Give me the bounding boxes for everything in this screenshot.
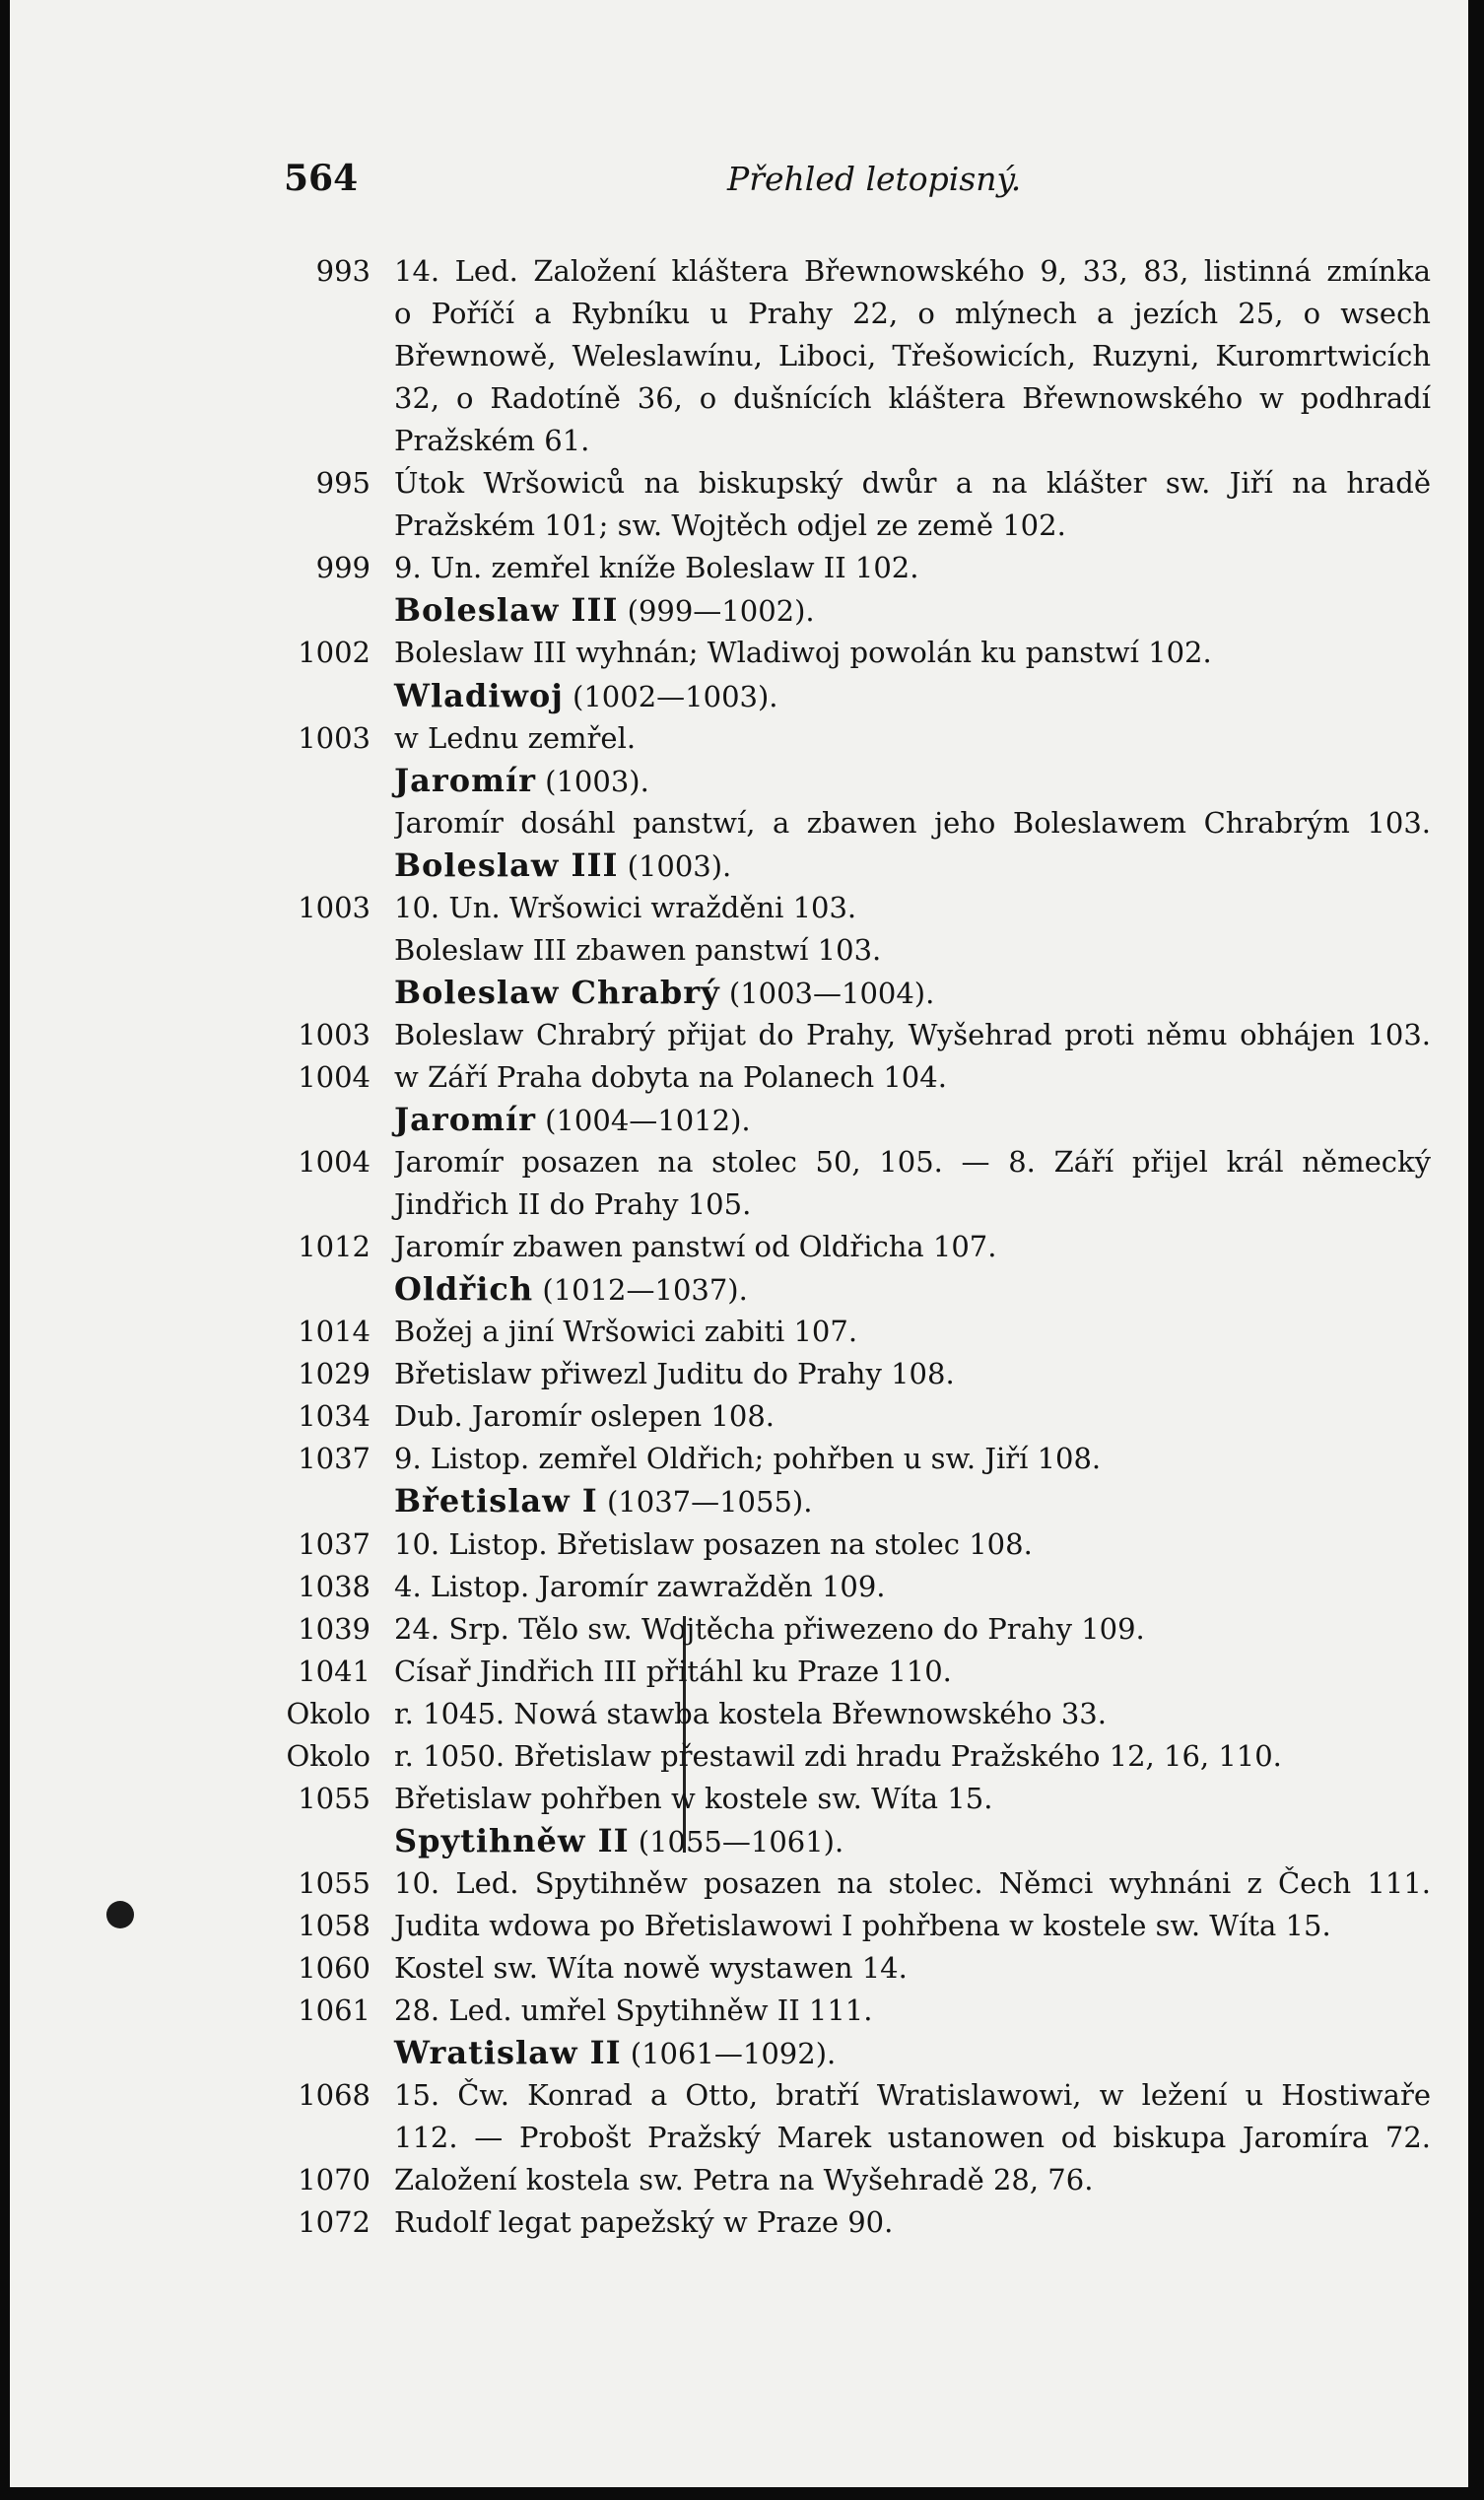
entry-text: Kostel sw. Wíta nowě wystawen 14. xyxy=(394,1951,908,1985)
ruler-reign: (1012—1037). xyxy=(533,1273,748,1307)
entry-text: Jaromír zbawen panstwí od Oldřicha 107. xyxy=(394,1230,997,1263)
pencil-mark xyxy=(683,1616,686,1853)
entry-year: 1037 xyxy=(298,1527,371,1561)
entry-text: w Lednu zemřel. xyxy=(394,721,637,755)
page-number: 564 xyxy=(284,158,359,199)
entry-year: 1012 xyxy=(298,1230,371,1263)
ruler-heading xyxy=(394,1270,748,1308)
ruler-heading xyxy=(394,591,815,629)
ruler-name: Spytihněw II xyxy=(394,1822,630,1859)
ruler-heading xyxy=(394,1101,751,1138)
entry-year: 1002 xyxy=(298,636,371,669)
ruler-heading xyxy=(394,677,778,714)
ruler-reign: (1003). xyxy=(618,849,732,883)
ruler-heading xyxy=(394,1822,843,1859)
ruler-name: Jaromír xyxy=(394,1101,536,1138)
entry-year: 1037 xyxy=(298,1442,371,1475)
entry-year: 1055 xyxy=(298,1782,371,1815)
entry-text: 4. Listop. Jaromír zawražděn 109. xyxy=(394,1570,886,1603)
entry-year: 1070 xyxy=(298,2163,371,2196)
entry-year: Okolo xyxy=(286,1739,371,1773)
entry-text: Dub. Jaromír oslepen 108. xyxy=(394,1399,775,1433)
entry-text: 15. Čw. Konrad a Otto, bratří Wratislawowi, w ležení u Hostiwaře xyxy=(394,2078,1431,2112)
entry-text: 28. Led. umřel Spytihněw II 111. xyxy=(394,1993,873,2027)
entry-text: 10. Listop. Břetislaw posazen na stolec 108. xyxy=(394,1527,1033,1561)
ink-blot xyxy=(106,1901,134,1928)
entry-text: Útok Wršowiců na biskupský dwůr a na klášter sw. Jiří na hradě xyxy=(394,466,1431,500)
ruler-reign: (1037—1055). xyxy=(597,1485,813,1519)
entry-text: w Září Praha dobyta na Polanech 104. xyxy=(394,1060,947,1094)
entry-year: 1072 xyxy=(298,2205,371,2239)
entry-year: 995 xyxy=(315,466,371,500)
entry-year: 1004 xyxy=(298,1145,371,1179)
entry-text: r. 1050. Břetislaw přestawil zdi hradu Pražského 12, 16, 110. xyxy=(394,1739,1282,1773)
entry-year: 1004 xyxy=(298,1060,371,1094)
entry-year: 1003 xyxy=(298,1018,371,1051)
ruler-reign: (1055—1061). xyxy=(629,1825,844,1858)
entry-continuation: 112. — Probošt Pražský Marek ustanowen od biskupa Jaromíra 72. xyxy=(394,2121,1431,2154)
entry-year: 1068 xyxy=(298,2078,371,2112)
entry-text: 24. Srp. Tělo sw. Wojtěcha přiwezeno do Prahy 109. xyxy=(394,1612,1145,1646)
entry-year: 1014 xyxy=(298,1315,371,1348)
ruler-name: Boleslaw III xyxy=(394,591,619,629)
ruler-reign: (1002—1003). xyxy=(563,680,778,713)
entry-text: 10. Led. Spytihněw posazen na stolec. Němci wyhnáni z Čech 111. xyxy=(394,1866,1431,1900)
entry-continuation: Pražském 61. xyxy=(394,424,590,457)
entry-text: Jaromír posazen na stolec 50, 105. — 8. Září přijel král německý xyxy=(394,1145,1431,1179)
entry-text: Judita wdowa po Břetislawowi I pohřbena w kostele sw. Wíta 15. xyxy=(394,1909,1331,1942)
ruler-heading xyxy=(394,762,649,799)
entry-year: 1041 xyxy=(298,1655,371,1688)
entry-text: 14. Led. Založení kláštera Břewnowského 9, 33, 83, listinná zmínka xyxy=(394,254,1431,288)
running-title: Přehled letopisný. xyxy=(727,160,1022,198)
entry-text: Boleslaw III wyhnán; Wladiwoj powolán ku panstwí 102. xyxy=(394,636,1212,669)
ruler-heading xyxy=(394,974,934,1011)
entry-text: Břetislaw pohřben w kostele sw. Wíta 15. xyxy=(394,1782,993,1815)
entry-text: 10. Un. Wršowici wražděni 103. xyxy=(394,891,857,924)
entry-year: 1034 xyxy=(298,1399,371,1433)
entry-year: 1003 xyxy=(298,721,371,755)
entry-text: r. 1045. Nowá stawba kostela Břewnowského 33. xyxy=(394,1697,1107,1730)
ruler-heading xyxy=(394,2034,836,2071)
ruler-name: Oldřich xyxy=(394,1270,534,1308)
entry-year: 1061 xyxy=(298,1993,371,2027)
entry-year: 1003 xyxy=(298,891,371,924)
ruler-name: Wladiwoj xyxy=(394,677,564,714)
entry-year: 1029 xyxy=(298,1357,371,1390)
entry-year: 1055 xyxy=(298,1866,371,1900)
ruler-name: Jaromír xyxy=(394,762,536,799)
entry-text: Břetislaw přiwezl Juditu do Prahy 108. xyxy=(394,1357,955,1390)
entry-year: 1039 xyxy=(298,1612,371,1646)
entry-continuation: o Poříčí a Rybníku u Prahy 22, o mlýnech a jezích 25, o wsech xyxy=(394,297,1431,330)
entry-text: Císař Jindřich III přitáhl ku Praze 110. xyxy=(394,1655,952,1688)
ruler-name: Wratislaw II xyxy=(394,2034,622,2071)
ruler-reign: (1003—1004). xyxy=(719,977,935,1010)
entry-year: 1038 xyxy=(298,1570,371,1603)
entry-continuation: Boleslaw III zbawen panstwí 103. xyxy=(394,933,882,967)
entry-continuation: Břewnowě, Weleslawínu, Liboci, Třešowicích, Ruzyni, Kuromrtwicích xyxy=(394,339,1431,372)
entry-text: 9. Listop. zemřel Oldřich; pohřben u sw. Jiří 108. xyxy=(394,1442,1102,1475)
entry-continuation: Jindřich II do Prahy 105. xyxy=(394,1187,752,1221)
ruler-name: Boleslaw Chrabrý xyxy=(394,974,720,1011)
ruler-name: Břetislaw I xyxy=(394,1482,598,1520)
ruler-name: Boleslaw III xyxy=(394,846,619,884)
ruler-reign: (1004—1012). xyxy=(535,1104,751,1137)
entry-year: 1060 xyxy=(298,1951,371,1985)
entry-year: 993 xyxy=(315,254,371,288)
entry-text: Rudolf legat papežský w Praze 90. xyxy=(394,2205,894,2239)
ruler-heading xyxy=(394,1482,812,1520)
entry-continuation: Pražském 101; sw. Wojtěch odjel ze země 102. xyxy=(394,508,1066,542)
entry-year: Okolo xyxy=(286,1697,371,1730)
entry-year: 1058 xyxy=(298,1909,371,1942)
entry-continuation: 32, o Radotíně 36, o dušnících kláštera Břewnowského w podhradí xyxy=(394,381,1431,415)
entry-text: 9. Un. zemřel kníže Boleslaw II 102. xyxy=(394,551,919,584)
ruler-reign: (1061—1092). xyxy=(621,2037,837,2070)
entry-text: Boleslaw Chrabrý přijat do Prahy, Wyšehrad proti němu obhájen 103. xyxy=(394,1018,1431,1051)
ruler-heading xyxy=(394,846,731,884)
ruler-reign: (1003). xyxy=(535,765,649,798)
entry-text: Božej a jiní Wršowici zabiti 107. xyxy=(394,1315,858,1348)
entry-continuation: Jaromír dosáhl panstwí, a zbawen jeho Boleslawem Chrabrým 103. xyxy=(394,806,1431,840)
entry-year: 999 xyxy=(315,551,371,584)
entry-text: Založení kostela sw. Petra na Wyšehradě 28, 76. xyxy=(394,2163,1094,2196)
ruler-reign: (999—1002). xyxy=(618,594,815,628)
